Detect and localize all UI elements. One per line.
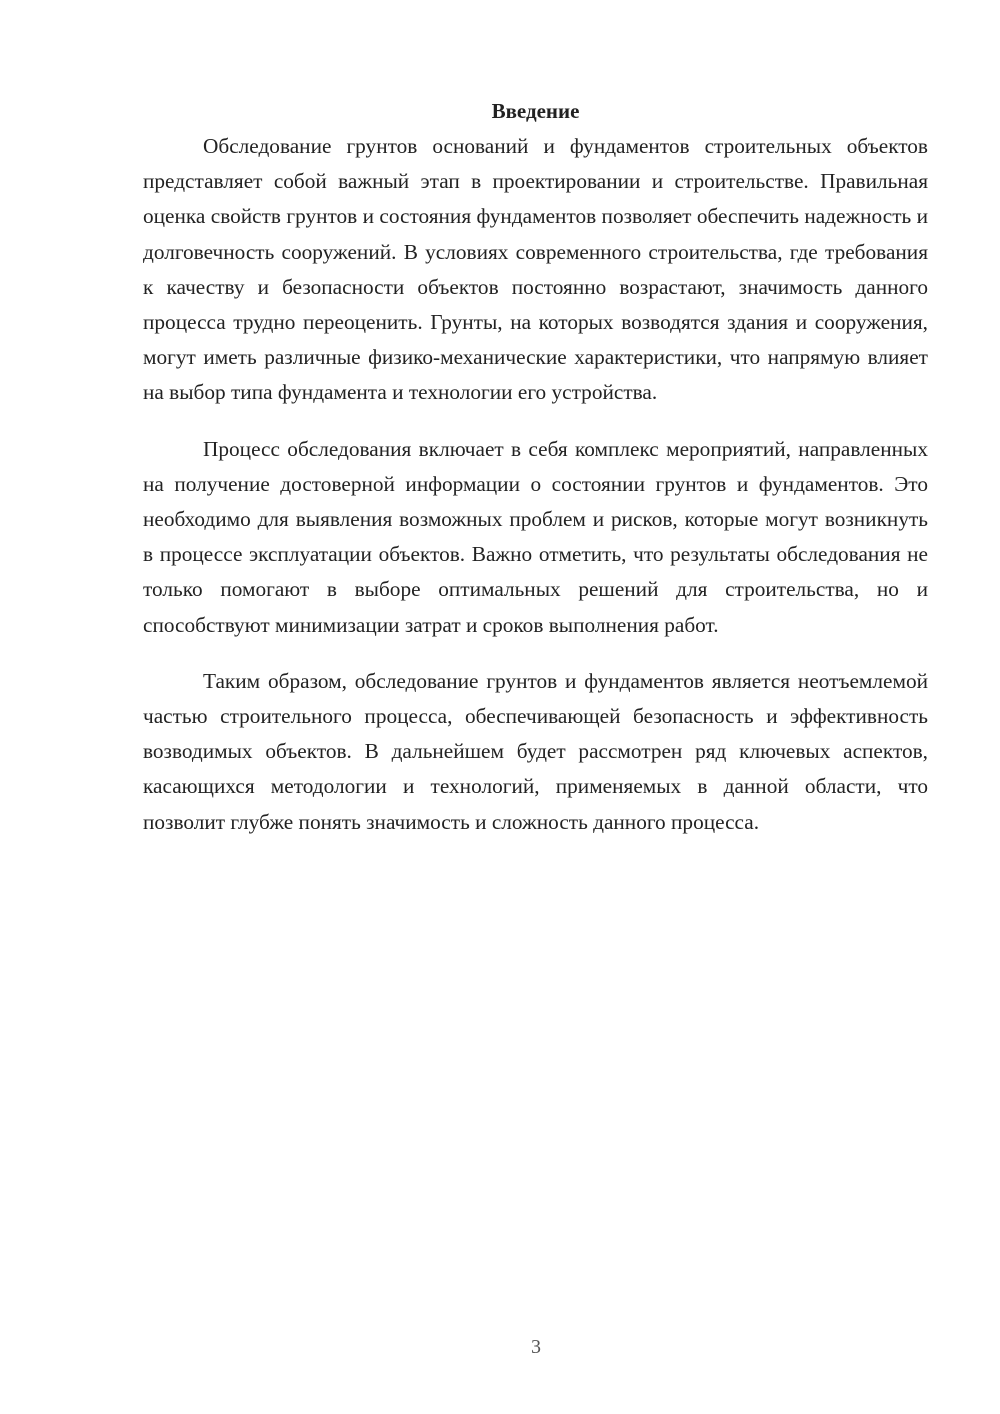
paragraph-3: Таким образом, обследование грунтов и фундаментов является неотъемлемой частью строительного процесса, обеспечивающей безопасность и эффективность возводимых объектов. В дальнейшем будет рассмотрен ряд ключевых аспектов, касающихся методологии и технологий, применяемых в данной области, что позволит глубже понять значимость и сложность данного процесса. [143,668,928,834]
page-content [143,94,928,840]
paragraph-1: Обследование грунтов оснований и фундаментов строительных объектов представляет собой важный этап в проектировании и строительстве. Правильная оценка свойств грунтов и состояния фундаментов позволяет обеспечить надежность и долговечность сооружений. В условиях современного строительства, где требования к качеству и безопасности объектов постоянно возрастают, значимость данного процесса трудно переоценить. Грунты, на которых возводятся здания и сооружения, могут иметь различные физико-механические характеристики, что напрямую влияет на выбор типа фундамента и технологии его устройства. [143,134,928,405]
page-number: 3 [531,1336,541,1358]
paragraph-2: Процесс обследования включает в себя комплекс мероприятий, направленных на получение достоверной информации о состоянии грунтов и фундаментов. Это необходимо для выявления возможных проблем и рисков, которые могут возникнуть в процессе эксплуатации объектов. Важно отметить, что результаты обследования не только помогают в выборе оптимальных решений для строительства, но и способствуют минимизации затрат и сроков выполнения работ. [143,436,928,637]
section-heading: Введение [491,99,580,123]
